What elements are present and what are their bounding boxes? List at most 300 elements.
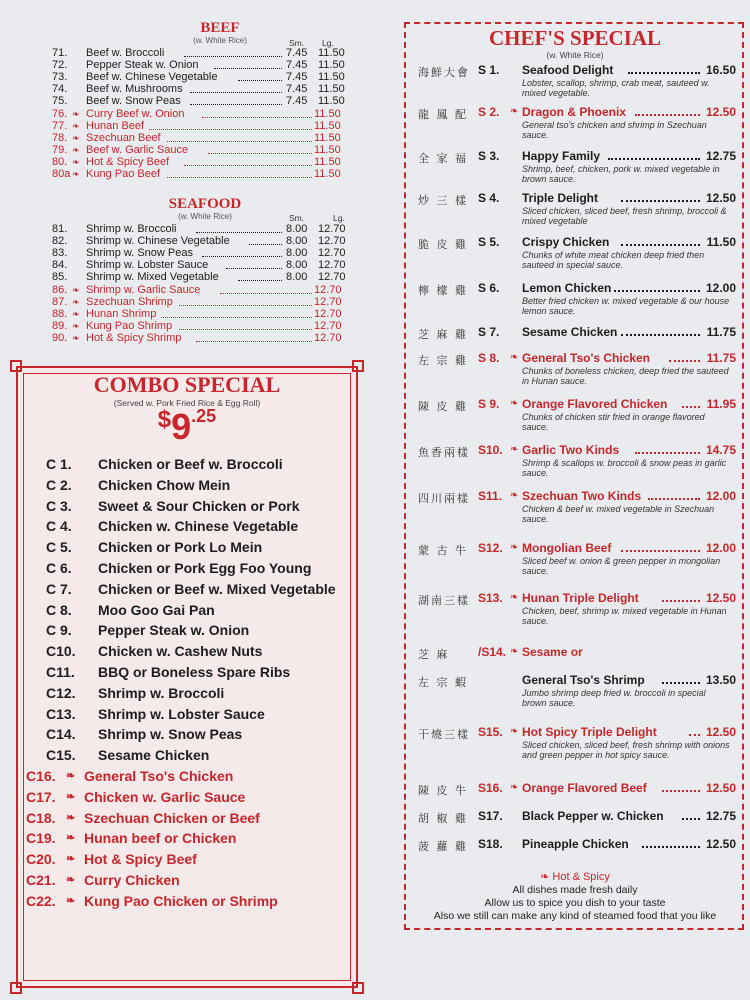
chefs-special-box (404, 22, 744, 930)
seafood-item (52, 223, 362, 236)
seafood-col-sm: Sm. (289, 213, 305, 223)
chili-icon: ❧ (510, 782, 519, 793)
dot-leader (621, 550, 700, 552)
chinese-name: 芝 麻 (418, 648, 450, 661)
combo-special-box (16, 366, 358, 988)
price-small: 7.45 (286, 83, 308, 96)
chinese-name: 魚香兩樣 (418, 446, 470, 459)
item-name: Beef w. Snow Peas (86, 95, 181, 108)
item-number: 89. (52, 319, 68, 332)
item-code: S 1. (478, 63, 500, 77)
dot-leader (190, 92, 282, 93)
dot-leader (214, 68, 282, 69)
chili-icon: ❧ (72, 120, 80, 131)
combo-item (46, 683, 346, 703)
item-code: S12. (478, 541, 503, 555)
combo-code: C20. (26, 851, 56, 868)
item-name: Orange Flavored Beef (522, 781, 647, 795)
price-large: 12.70 (314, 319, 342, 332)
item-number: 82. (52, 235, 68, 248)
chili-icon: ❧ (66, 853, 76, 866)
price-large: 11.50 (314, 155, 341, 168)
item-code: /S14. (478, 645, 507, 659)
price-large: 12.70 (318, 271, 346, 284)
price-large: 11.50 (314, 107, 341, 120)
footer-line-1: All dishes made fresh daily (512, 884, 638, 896)
item-description: General tso's chicken and shrimp in Szechuan sauce. (522, 120, 707, 140)
combo-name: Sesame Chicken (98, 747, 210, 764)
beef-item (52, 132, 362, 145)
item-code: S 8. (478, 351, 500, 365)
item-number: 74. (52, 83, 68, 96)
combo-name: General Tso's Chicken (84, 768, 234, 784)
chili-icon: ❧ (72, 308, 80, 319)
dot-leader (662, 600, 700, 602)
item-name: Pineapple Chicken (522, 837, 629, 851)
combo-code: C10. (46, 643, 76, 660)
item-name: Sesame or (522, 645, 583, 659)
item-name: Black Pepper w. Chicken (522, 809, 664, 823)
combo-item (46, 641, 346, 661)
chili-icon: ❧ (66, 894, 76, 907)
dot-leader (167, 177, 312, 178)
item-name: Happy Family (522, 149, 601, 163)
combo-title: COMBO SPECIAL (93, 372, 281, 397)
price-small: 7.45 (286, 47, 308, 59)
combo-code: C13. (46, 705, 76, 722)
item-number: 83. (52, 247, 68, 260)
dot-leader (621, 244, 700, 246)
price-large: 11.50 (314, 131, 341, 144)
price-large: 11.50 (318, 95, 345, 108)
chef-item (406, 672, 744, 712)
price-small: 8.00 (286, 259, 308, 272)
dot-leader (249, 244, 282, 245)
item-description: Sliced beef w. onion & green pepper in mongolian sauce. (522, 556, 721, 576)
chili-icon: ❧ (66, 770, 76, 782)
item-name: General Tso's Chicken (522, 351, 651, 365)
item-description: Chicken, beef, shrimp w. mixed vegetable in Hunan sauce. (522, 606, 727, 626)
item-name: Mongolian Beef (522, 541, 612, 555)
item-name: Sesame Chicken (522, 325, 618, 339)
item-number: 87. (52, 295, 68, 308)
item-description: Chicken & beef w. mixed vegetable in Szechuan sauce. (522, 504, 715, 524)
combo-item (46, 704, 346, 724)
combo-item (46, 558, 346, 578)
chef-item (406, 280, 744, 320)
price-dollar: $ (157, 406, 172, 433)
item-code: S16. (478, 781, 503, 795)
price-main: 9 (171, 406, 192, 447)
item-name: Szechuan Beef (86, 131, 161, 144)
chinese-name: 四川兩樣 (418, 492, 470, 505)
chili-icon: ❧ (72, 169, 80, 179)
combo-code: C21. (26, 872, 56, 888)
combo-code: C 7. (46, 580, 72, 597)
dot-leader (208, 153, 312, 154)
combo-code: C 4. (46, 518, 72, 535)
corner-ornament (10, 360, 22, 372)
item-name: Hot & Spicy Shrimp (86, 331, 182, 344)
dot-leader (648, 498, 700, 500)
item-name: Beef w. Broccoli (86, 47, 165, 59)
chili-icon: ❧ (510, 106, 519, 117)
seafood-col-lg: Lg. (333, 213, 345, 223)
item-name: Kung Pao Shrimp (86, 319, 173, 332)
chili-icon: ❧ (72, 296, 80, 307)
item-name: Hunan Triple Delight (522, 591, 639, 605)
item-price: 12.75 (705, 809, 736, 823)
dot-leader (682, 406, 700, 408)
combo-name: Szechuan Chicken or Beef (84, 809, 260, 826)
combo-name: Chicken or Pork Lo Mein (98, 539, 263, 556)
chili-icon: ❧ (540, 871, 550, 883)
hot-spicy-legend (406, 870, 744, 883)
dot-leader (184, 56, 282, 57)
item-name: Szechuan Shrimp (86, 295, 173, 308)
item-name: Hot & Spicy Beef (86, 155, 170, 168)
chili-icon: ❧ (72, 320, 80, 331)
item-name: Shrimp w. Broccoli (86, 223, 177, 235)
item-name: Beef w. Mushrooms (86, 83, 183, 96)
dot-leader (179, 305, 313, 306)
combo-code: C 1. (46, 456, 72, 472)
seafood-item (52, 284, 362, 297)
dot-leader (161, 317, 312, 318)
beef-subtitle: (w. White Rice) (193, 36, 247, 45)
chinese-name: 蒙 古 牛 (418, 544, 468, 557)
item-name: Orange Flavored Chicken (522, 397, 668, 411)
dot-leader (621, 200, 700, 202)
item-number: 81. (52, 223, 68, 235)
beef-item (52, 95, 362, 108)
combo-item (26, 849, 326, 869)
chef-item (406, 62, 744, 102)
seafood-item (52, 247, 362, 260)
chinese-name: 檸 檬 雞 (418, 284, 468, 297)
beef-item (52, 59, 362, 72)
seafood-subtitle: (w. White Rice) (178, 212, 232, 221)
item-name: Dragon & Phoenix (522, 105, 627, 119)
price-cents: .25 (191, 406, 217, 426)
chef-item (406, 234, 744, 274)
combo-item (46, 620, 346, 640)
combo-name: Chicken or Beef w. Mixed Vegetable (98, 580, 336, 597)
item-price: 12.50 (705, 105, 736, 119)
dot-leader (149, 129, 312, 130)
item-price: 11.50 (706, 235, 736, 249)
price-large: 12.70 (314, 307, 342, 320)
seafood-item (52, 308, 362, 321)
dot-leader (628, 72, 700, 74)
chef-item (406, 590, 744, 630)
price-large: 12.70 (314, 295, 342, 308)
combo-item (46, 724, 346, 744)
chili-icon: ❧ (510, 646, 519, 657)
chinese-name: 湖南三樣 (418, 594, 470, 607)
combo-code: C17. (26, 788, 56, 805)
combo-item (46, 579, 346, 599)
combo-name: Hunan beef or Chicken (84, 830, 237, 847)
price-large: 11.50 (318, 83, 345, 96)
seafood-item (52, 332, 362, 345)
combo-code: C 2. (46, 476, 72, 493)
dot-leader (608, 158, 700, 160)
combo-item (46, 537, 346, 557)
seafood-item (52, 259, 362, 272)
chef-item (406, 724, 744, 764)
item-name: Garlic Two Kinds (522, 443, 620, 457)
combo-name: Shrimp w. Lobster Sauce (98, 705, 265, 722)
combo-name: Pepper Steak w. Onion (98, 622, 250, 639)
chef-item (406, 488, 744, 528)
price-small: 8.00 (286, 223, 308, 235)
item-name: Hot Spicy Triple Delight (522, 725, 657, 739)
item-price: 12.50 (705, 191, 736, 205)
combo-name: BBQ or Boneless Spare Ribs (98, 664, 291, 680)
dot-leader (682, 818, 700, 820)
chili-icon: ❧ (66, 790, 76, 803)
seafood-item (52, 235, 362, 248)
item-code: S11. (478, 489, 503, 503)
dot-leader (184, 165, 312, 166)
dot-leader (689, 734, 700, 736)
item-code: S17. (478, 809, 503, 823)
item-price: 12.50 (705, 725, 736, 739)
footer-line-3: Also we still can make any kind of steamed food that you like (433, 910, 717, 922)
dot-leader (238, 280, 283, 281)
combo-item (46, 496, 346, 516)
seafood-item (52, 320, 362, 333)
item-price: 12.50 (705, 591, 736, 605)
item-name: Shrimp w. Snow Peas (86, 247, 193, 260)
combo-code: C11. (46, 664, 75, 680)
combo-item (46, 600, 346, 620)
beef-item (52, 47, 362, 60)
item-name: Shrimp w. Lobster Sauce (86, 259, 209, 272)
combo-code: C19. (26, 830, 56, 847)
combo-name: Shrimp w. Snow Peas (98, 726, 243, 743)
chinese-name: 海鮮大會 (418, 66, 470, 79)
combo-item (26, 787, 326, 807)
item-number: 80. (52, 155, 68, 168)
chili-icon: ❧ (510, 592, 519, 603)
beef-col-sm: Sm. (289, 38, 305, 48)
dot-leader (196, 341, 312, 342)
item-number: 85. (52, 271, 68, 284)
combo-item (46, 516, 346, 536)
chili-icon: ❧ (72, 108, 80, 119)
combo-subtitle: (Served w. Pork Fried Rice & Egg Roll) (113, 398, 261, 408)
chinese-name: 胡 椒 雞 (418, 812, 468, 825)
price-small: 7.45 (286, 71, 308, 84)
item-description: Lobster, scallop, shrimp, crab meat, sauteed w. mixed vegetable. (522, 78, 710, 98)
chinese-name: 龍 鳳 配 (418, 108, 468, 121)
dot-leader (238, 80, 283, 81)
item-name: Beef w. Garlic Sauce (86, 143, 189, 156)
chef-item (406, 190, 744, 230)
legend-label: Hot & Spicy (552, 871, 610, 883)
combo-name: Chicken w. Garlic Sauce (84, 788, 246, 805)
chinese-name: 陳 皮 雞 (418, 400, 468, 413)
combo-name: Moo Goo Gai Pan (98, 601, 215, 618)
item-description: Shrimp & scallops w. broccoli & snow peas in garlic sauce. (522, 458, 727, 478)
dot-leader (635, 452, 700, 454)
beef-item (52, 83, 362, 96)
combo-item (46, 745, 346, 765)
item-name: General Tso's Shrimp (522, 673, 645, 687)
item-name: Hunan Beef (86, 119, 145, 132)
combo-code: C12. (46, 684, 76, 701)
item-description: Jumbo shrimp deep fried w. broccoli in special brown sauce. (522, 688, 706, 708)
item-price: 12.00 (705, 281, 736, 295)
item-description: Sliced chicken, sliced beef, fresh shrimp with onions and green pepper in hot spicy sauce. (522, 740, 730, 760)
dot-leader (202, 117, 312, 118)
combo-code: C 5. (46, 539, 72, 556)
chili-icon: ❧ (72, 284, 80, 295)
beef-col-lg: Lg. (322, 38, 334, 48)
price-large: 11.50 (318, 59, 345, 72)
chinese-name: 干燒三樣 (418, 728, 470, 741)
item-number: 88. (52, 307, 68, 320)
chinese-name: 菠 蘿 雞 (418, 840, 468, 853)
dot-leader (614, 290, 700, 292)
combo-code: C15. (46, 747, 76, 764)
chinese-name: 炒 三 樣 (418, 194, 468, 207)
combo-item (26, 891, 326, 911)
beef-title: BEEF (200, 20, 240, 36)
combo-name: Curry Chicken (84, 872, 180, 888)
combo-item (46, 475, 346, 495)
item-code: S15. (478, 725, 503, 739)
item-name: Curry Beef w. Onion (86, 107, 185, 120)
item-name: Beef w. Chinese Vegetable (86, 71, 218, 84)
price-large: 11.50 (318, 71, 345, 84)
chef-title: CHEF'S SPECIAL (488, 26, 662, 50)
price-small: 8.00 (286, 235, 308, 248)
item-price: 11.75 (706, 351, 736, 365)
footer-line-2: Allow us to spice you dish to your taste (484, 897, 666, 909)
combo-name: Chicken or Beef w. Broccoli (98, 456, 283, 472)
item-number: 90. (52, 331, 68, 344)
price-large: 12.70 (318, 259, 346, 272)
item-price: 12.00 (705, 489, 736, 503)
chinese-name: 全 家 福 (418, 152, 468, 165)
chili-icon: ❧ (72, 156, 80, 167)
combo-item (46, 662, 346, 682)
chili-icon: ❧ (510, 352, 519, 363)
dot-leader (621, 334, 700, 336)
chili-icon: ❧ (66, 811, 76, 824)
item-code: S 5. (478, 235, 500, 249)
combo-code: C 3. (46, 497, 72, 514)
item-name: Lemon Chicken (522, 281, 612, 295)
combo-item (26, 808, 326, 828)
seafood-title: SEAFOOD (168, 196, 242, 212)
chili-icon: ❧ (72, 132, 80, 143)
chili-icon: ❧ (72, 332, 80, 343)
item-price: 14.75 (705, 443, 736, 457)
price-large: 12.70 (314, 283, 342, 296)
combo-name: Chicken or Pork Egg Foo Young (98, 560, 312, 576)
price-large: 11.50 (314, 119, 341, 132)
item-name: Crispy Chicken (522, 235, 610, 249)
dot-leader (226, 268, 282, 269)
combo-item (46, 454, 346, 474)
price-small: 7.45 (286, 95, 308, 108)
combo-name: Chicken w. Chinese Vegetable (98, 518, 299, 535)
chili-icon: ❧ (66, 874, 76, 886)
chinese-name: 陳 皮 牛 (418, 784, 468, 797)
item-price: 12.50 (705, 781, 736, 795)
item-number: 72. (52, 59, 68, 72)
price-small: 8.00 (286, 271, 308, 284)
beef-item (52, 168, 362, 181)
dot-leader (642, 846, 700, 848)
combo-code: C22. (26, 892, 56, 909)
combo-name: Hot & Spicy Beef (84, 851, 197, 868)
item-price: 16.50 (705, 63, 736, 77)
item-number: 84. (52, 259, 68, 272)
item-description: Shrimp, beef, chicken, pork w. mixed vegetable in brown sauce. (522, 164, 720, 184)
combo-price (18, 406, 356, 448)
chef-item (406, 148, 744, 188)
item-name: Kung Pao Beef (86, 168, 161, 180)
dot-leader (167, 141, 312, 142)
item-name: Shrimp w. Garlic Sauce (86, 283, 201, 296)
item-price: 12.00 (705, 541, 736, 555)
item-number: 73. (52, 71, 68, 84)
chef-item (406, 104, 744, 144)
item-number: 71. (52, 47, 68, 59)
chili-icon: ❧ (510, 444, 519, 455)
dot-leader (662, 790, 700, 792)
seafood-item (52, 296, 362, 309)
combo-code: C 8. (46, 601, 72, 618)
item-price: 11.95 (706, 397, 736, 411)
combo-code: C16. (26, 768, 56, 784)
beef-item (52, 108, 362, 121)
item-code: S 7. (478, 325, 500, 339)
combo-code: C14. (46, 726, 76, 743)
item-price: 11.75 (706, 325, 736, 339)
beef-item (52, 156, 362, 169)
item-number: 78. (52, 131, 68, 144)
combo-code: C 6. (46, 560, 72, 576)
item-description: Chunks of boneless chicken, deep fried the sauteed in Hunan sauce. (522, 366, 729, 386)
beef-item (52, 144, 362, 157)
item-code: S18. (478, 837, 503, 851)
dot-leader (220, 293, 312, 294)
item-code: S 6. (478, 281, 500, 295)
price-large: 12.70 (318, 247, 346, 260)
item-code: S 3. (478, 149, 500, 163)
dot-leader (669, 360, 700, 362)
item-number: 76. (52, 107, 68, 120)
corner-ornament (10, 982, 22, 994)
item-code: S 4. (478, 191, 500, 205)
beef-item (52, 71, 362, 84)
combo-code: C 9. (46, 622, 72, 639)
combo-code: C18. (26, 809, 56, 826)
price-large: 12.70 (318, 223, 346, 235)
chef-item (406, 442, 744, 482)
item-code: S 2. (478, 105, 500, 119)
combo-name: Kung Pao Chicken or Shrimp (84, 892, 278, 909)
item-number: 77. (52, 119, 68, 132)
item-name: Seafood Delight (522, 63, 614, 77)
chef-item (406, 350, 744, 390)
